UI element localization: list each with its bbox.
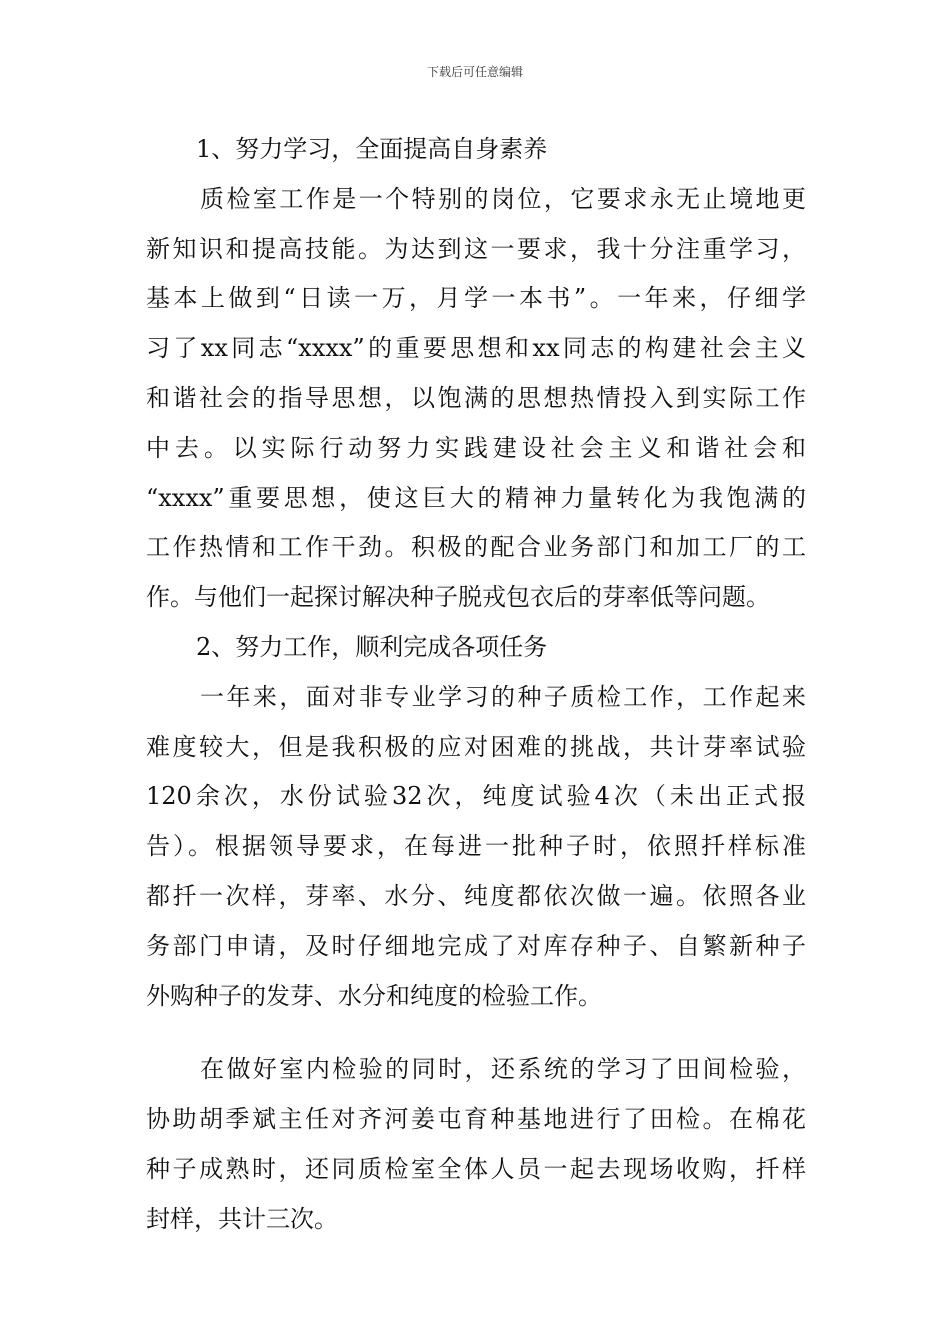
paragraph-line: 封样，共计三次。 xyxy=(146,1204,338,1233)
paragraph-gap xyxy=(146,1021,806,1045)
paragraph-line: 协助胡季斌主任对齐河姜屯育种基地进行了田检。在棉花 xyxy=(146,1105,806,1134)
paragraph-line: 120余次，水份试验32次，纯度试验4次（未出正式报 xyxy=(146,782,806,811)
paragraph-line: 告）。根据领导要求，在每进一批种子时，依照扦样标准 xyxy=(146,832,806,861)
paragraph-line: 中去。以实际行动努力实践建设社会主义和谐社会和 xyxy=(146,433,806,462)
paragraph-line: 基本上做到“日读一万，月学一本书”。一年来，仔细学 xyxy=(146,284,806,313)
section2-paragraph-2 xyxy=(146,1045,806,1244)
paragraph-line: “xxxx”重要思想，使这巨大的精神力量转化为我饱满的 xyxy=(146,483,806,512)
paragraph-line: 质检室工作是一个特别的岗位，它要求永无止境地更 xyxy=(200,184,806,213)
paragraph-line: 习了xx同志“xxxx”的重要思想和xx同志的构建社会主义 xyxy=(146,334,806,363)
document-body xyxy=(146,125,806,1245)
paragraph-line: 都扦一次样，芽率、水分、纯度都依次做一遍。依照各业 xyxy=(146,881,806,910)
paragraph-line: 在做好室内检验的同时，还系统的学习了田间检验， xyxy=(200,1055,806,1084)
section-heading-2: 2、努力工作，顺利完成各项任务 xyxy=(196,632,548,661)
section1-paragraph xyxy=(146,175,806,623)
paragraph-line: 和谐社会的指导思想，以饱满的思想热情投入到实际工作 xyxy=(146,383,806,412)
paragraph-line: 工作热情和工作干劲。积极的配合业务部门和加工厂的工 xyxy=(146,533,806,562)
paragraph-line: 难度较大，但是我积极的应对困难的挑战，共计芽率试验 xyxy=(146,732,806,761)
page-header: 下载后可任意编辑 xyxy=(426,65,523,79)
paragraph-line: 外购种子的发芽、水分和纯度的检验工作。 xyxy=(146,981,602,1010)
paragraph-line: 种子成熟时，还同质检室全体人员一起去现场收购，扦样 xyxy=(146,1154,806,1183)
paragraph-line: 务部门申请，及时仔细地完成了对库存种子、自繁新种子 xyxy=(146,931,806,960)
section2-paragraph-1 xyxy=(146,673,806,1022)
paragraph-line: 作。与他们一起探讨解决种子脱戎包衣后的芽率低等问题。 xyxy=(146,583,770,612)
paragraph-line: 新知识和提高技能。为达到这一要求，我十分注重学习， xyxy=(146,234,806,263)
section-heading-1: 1、努力学习，全面提高自身素养 xyxy=(196,135,548,163)
paragraph-line: 一年来，面对非专业学习的种子质检工作，工作起来 xyxy=(200,682,806,711)
